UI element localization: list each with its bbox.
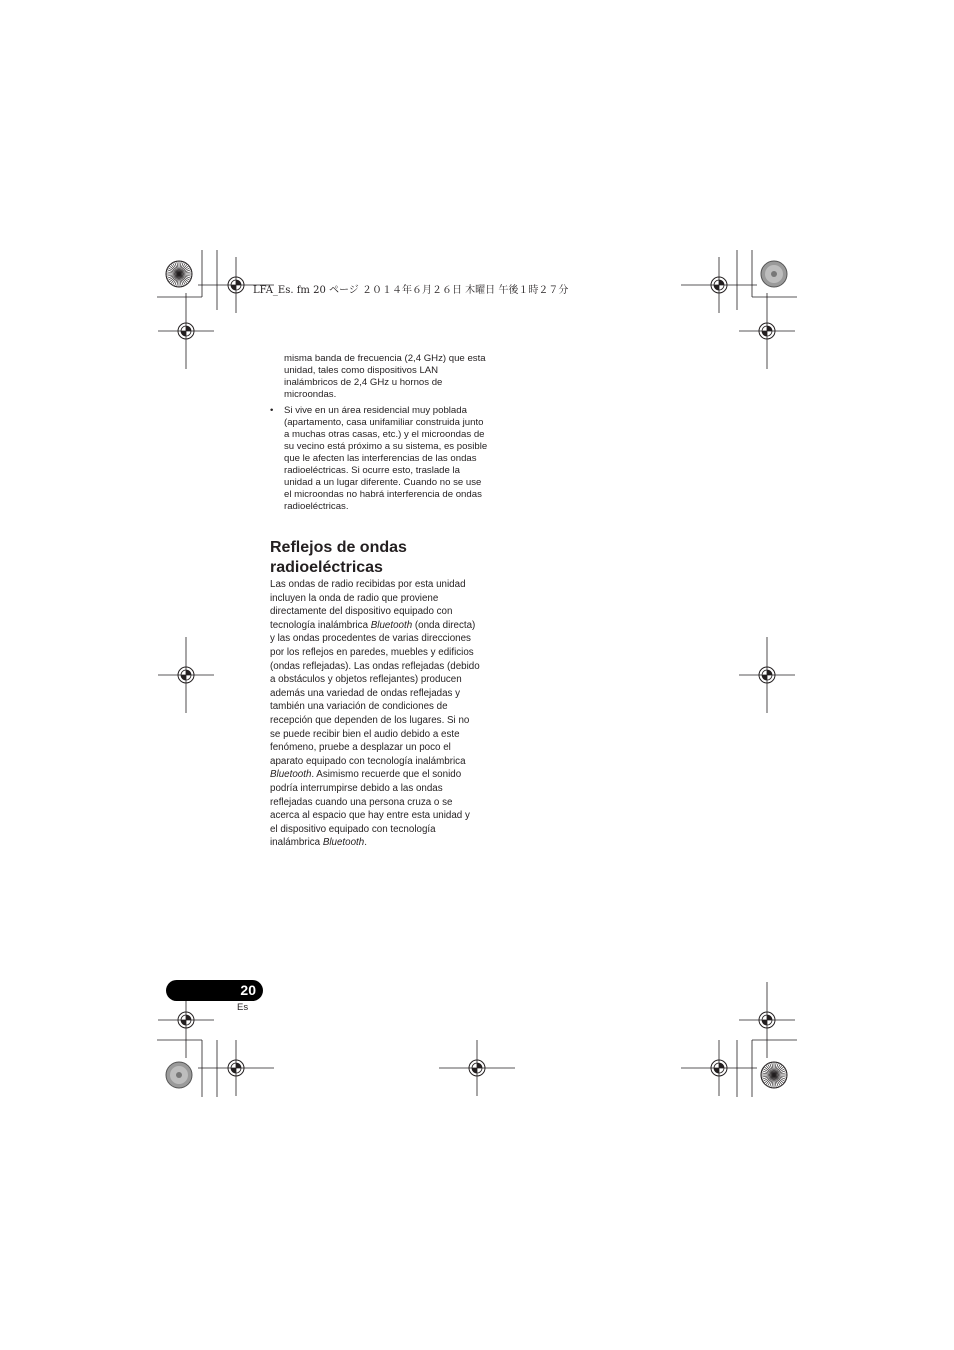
- star-target-icon: [761, 261, 787, 287]
- page-language: Es: [237, 1002, 249, 1013]
- registration-mark-icon: [739, 293, 795, 369]
- star-target-icon: [166, 261, 192, 287]
- registration-mark-icon: [158, 637, 214, 713]
- print-slug-line: LFA_Es. fm 20 ページ ２０１４年６月２６日 木曜日 午後１時２７分: [253, 285, 569, 296]
- registration-mark-icon: [739, 637, 795, 713]
- section-heading: [270, 538, 500, 578]
- intro-paragraph: misma banda de frecuencia (2,4 GHz) que esta unidad, tales como dispositivos LAN inalámbricos de 2,4 GHz u hornos de microondas.: [284, 353, 486, 400]
- body-text-part: .: [364, 837, 367, 849]
- page-number: 20: [240, 982, 256, 998]
- bullet-text: Si vive en un área residencial muy poblada (apartamento, casa unifamiliar construida junto a muchas otras casas, etc.) y el microondas de su vecino está próximo a su sistema, es posible que le afecten las interferencias de las ondas radioeléctricas. Si ocurre esto, traslade la unidad a un lugar diferente. Cuando no se use el microondas no habrá interferencia de ondas radioeléctricas.: [284, 405, 488, 512]
- brand-term: Bluetooth: [370, 619, 413, 631]
- heading-line-1: Reflejos de ondas: [270, 539, 407, 556]
- section-body: [270, 578, 480, 850]
- registration-mark-icon: [681, 257, 757, 313]
- star-target-icon: [166, 1062, 192, 1088]
- star-target-icon: [761, 1062, 787, 1088]
- brand-term: Bluetooth: [270, 769, 312, 781]
- bullet-symbol: •: [270, 405, 274, 416]
- body-text-part: . Asimismo recuerde que el sonido podría interrumpirse debido a las ondas reflejadas cuando una persona cruza o se acerca al espacio que hay entre esta unidad y el dispositivo equipado con tecnología inalámbrica: [270, 769, 470, 849]
- body-text-part: Las ondas de radio recibidas por esta unidad incluyen la onda de radio que proviene directamente del dispositivo equipado con tecnología inalámbrica: [270, 579, 466, 631]
- registration-mark-icon: [739, 982, 795, 1058]
- brand-term: Bluetooth: [322, 837, 365, 849]
- body-text-part: (onda directa) y las ondas procedentes de varias direcciones por los reflejos en paredes, muebles y edificios (ondas reflejadas). Las ondas reflejadas (debido a obstáculos y objetos reflejantes) producen además una variedad de ondas reflejadas y también una variación de condiciones de recepción que dependen de los lugares. Si no se puede recibir bien el audio debido a este fenómeno, pruebe a desplazar un poco el aparato equipado con tecnología inalámbrica: [270, 619, 480, 767]
- registration-mark-icon: [439, 1040, 515, 1096]
- registration-mark-icon: [681, 1040, 757, 1096]
- list-item: [270, 405, 490, 513]
- registration-mark-icon: [198, 1040, 274, 1096]
- bullet-list: [270, 405, 490, 513]
- registration-mark-icon: [158, 293, 214, 369]
- heading-line-2: radioeléctricas: [270, 559, 383, 576]
